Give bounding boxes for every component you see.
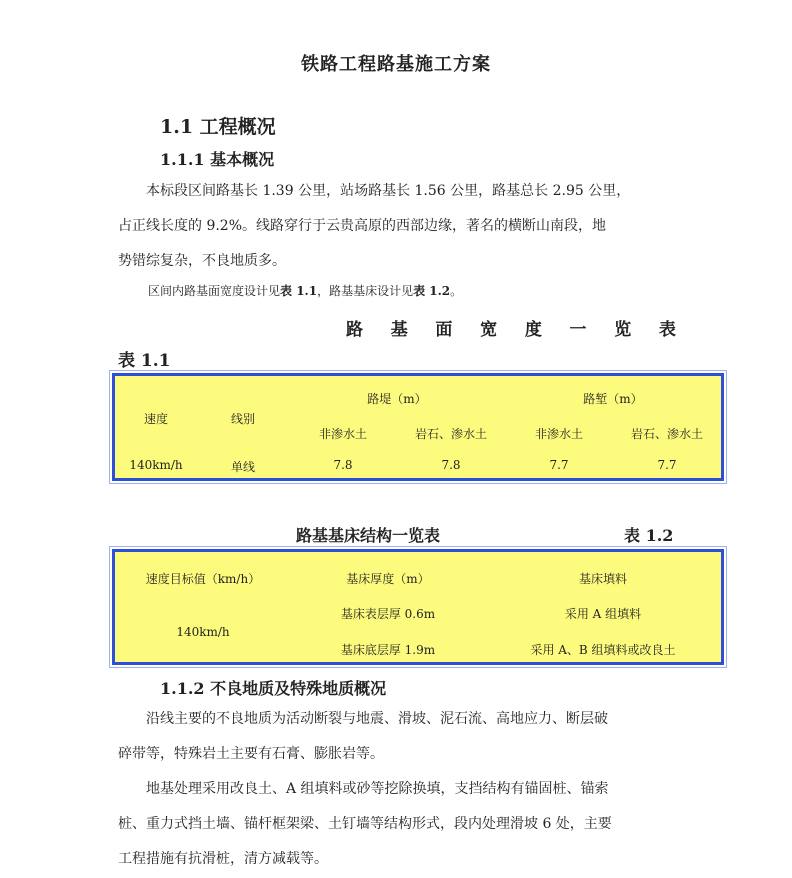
table-cell: 7.8 bbox=[441, 458, 461, 472]
table-subheader: 岩石、渗水土 bbox=[414, 427, 487, 441]
table-header-speed: 速度 bbox=[143, 412, 168, 426]
caption-char: 一 bbox=[569, 320, 587, 340]
text-line: 工程措施有抗滑桩，清方减载等。 bbox=[118, 851, 328, 867]
table-1-number: 表 1.1 bbox=[118, 351, 171, 371]
table-header-embankment: 路堤（m） bbox=[367, 392, 427, 406]
caption-char: 基 bbox=[390, 320, 408, 340]
table-cell: 7.7 bbox=[657, 458, 677, 472]
table-2-number: 表 1.2 bbox=[624, 526, 674, 545]
table-subheader: 非渗水土 bbox=[534, 427, 583, 441]
table-1-caption bbox=[346, 315, 676, 340]
caption-char: 路 bbox=[346, 320, 363, 340]
ref-text: 。 bbox=[450, 284, 463, 298]
text-line: 沿线主要的不良地质为活动断裂与地震、滑坡、泥石流、高地应力、断层破 bbox=[146, 711, 608, 727]
section-heading-1-1-2: 1.1.2 不良地质及特殊地质概况 bbox=[160, 679, 387, 698]
text-line: 本标段区间路基长 1.39 公里，站场路基长 1.56 公里，路基总长 2.95 公里， bbox=[146, 183, 631, 199]
table-header-line: 线别 bbox=[230, 412, 255, 426]
table-header-thickness: 基床厚度（m） bbox=[346, 572, 430, 586]
table-reference-line bbox=[148, 282, 462, 299]
ref-text: 区间内路基面宽度设计见 bbox=[148, 284, 281, 298]
caption-char: 览 bbox=[614, 320, 632, 340]
section-heading-1-1: 1.1 工程概况 bbox=[160, 116, 276, 138]
text-line: 地基处理采用改良土、A 组填料或砂等挖除换填，支挡结构有锚固桩、锚索 bbox=[146, 781, 609, 797]
paragraph-basic-overview bbox=[118, 174, 688, 279]
table-subgrade-bed-structure bbox=[112, 549, 724, 665]
table-cell: 140km/h bbox=[176, 625, 230, 639]
table-header-cutting: 路堑（m） bbox=[583, 392, 643, 406]
table-subheader: 岩石、渗水土 bbox=[630, 427, 703, 441]
table-roadbed-width bbox=[112, 373, 724, 481]
table-subheader: 非渗水土 bbox=[318, 427, 367, 441]
ref-table-1-2: 表 1.2 bbox=[413, 284, 451, 298]
table-header-fill: 基床填料 bbox=[578, 572, 627, 586]
caption-char: 表 bbox=[658, 320, 676, 340]
table-cell: 7.8 bbox=[333, 458, 353, 472]
text-line: 碎带等，特殊岩土主要有石膏、膨胀岩等。 bbox=[118, 746, 384, 762]
doc-title: 铁路工程路基施工方案 bbox=[301, 54, 491, 75]
table-cell: 采用 A、B 组填料或改良土 bbox=[530, 643, 676, 657]
table-2-caption: 路基基床结构一览表 bbox=[296, 526, 441, 545]
table-cell: 单线 bbox=[230, 460, 255, 474]
ref-text: ，路基基床设计见 bbox=[317, 284, 414, 298]
table-cell: 基床表层厚 0.6m bbox=[340, 607, 436, 621]
table-cell: 140km/h bbox=[129, 458, 183, 472]
paragraph-adverse-geology bbox=[118, 702, 688, 772]
table-cell: 采用 A 组填料 bbox=[564, 607, 642, 621]
section-heading-1-1-1: 1.1.1 基本概况 bbox=[160, 150, 275, 169]
caption-char: 度 bbox=[524, 320, 542, 340]
text-line: 占正线长度的 9.2%。线路穿行于云贵高原的西部边缘，著名的横断山南段，地 bbox=[118, 218, 607, 234]
table-cell: 7.7 bbox=[549, 458, 569, 472]
text-line: 桩、重力式挡土墙、锚杆框架梁、土钉墙等结构形式，段内处理滑坡 6 处，主要 bbox=[118, 816, 612, 832]
text-line: 势错综复杂，不良地质多。 bbox=[118, 253, 286, 269]
table-cell: 基床底层厚 1.9m bbox=[340, 643, 436, 657]
caption-char: 面 bbox=[435, 320, 453, 340]
table-header-speed-target: 速度目标值（km/h） bbox=[145, 572, 261, 586]
caption-char: 宽 bbox=[480, 320, 498, 340]
paragraph-foundation-treatment bbox=[118, 772, 688, 877]
ref-table-1-1: 表 1.1 bbox=[280, 284, 318, 298]
